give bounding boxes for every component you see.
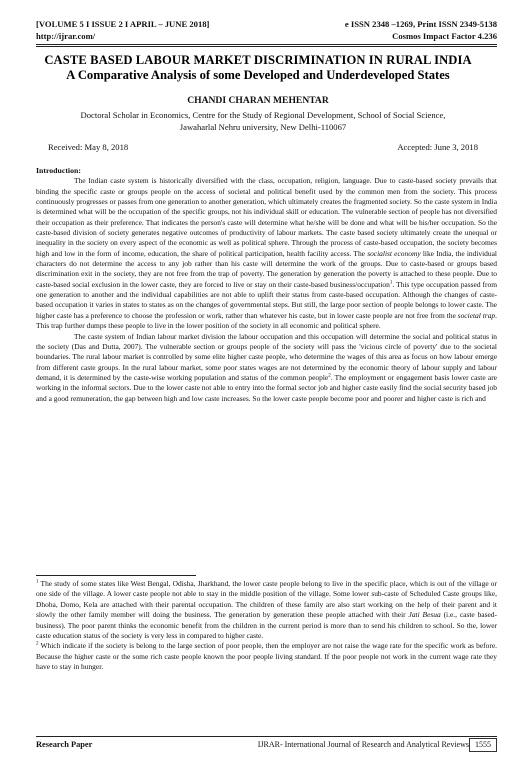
journal-url: http://ijrar.com/ xyxy=(36,31,96,41)
article-body xyxy=(36,166,497,404)
issn-line: e ISSN 2348 –1269, Print ISSN 2349-5138 xyxy=(344,19,497,29)
footnote-ref-1[interactable]: 1 xyxy=(389,280,393,286)
page-number: 1555 xyxy=(469,738,497,752)
footnote-number: 1 xyxy=(36,579,39,585)
footnote-number: 2 xyxy=(36,641,39,647)
emphasis-text: societal trap xyxy=(457,310,496,320)
emphasis-text: socialist economy xyxy=(367,248,421,258)
author-affiliation xyxy=(40,109,486,133)
paragraph-text: like India, the individual characters do not determine the access to any job rather than his caste will determine the work of the groups. Due to caste-based or groups based discrimination exit in the society, they are not free from the trap of poverty. The generation by generation the poverty is attached to these people. Due to caste-based social exclusion in the lower caste, they are forced to live or stay on their caste-based business/occupation xyxy=(36,248,497,289)
footer-rule xyxy=(36,736,497,737)
journal-header-right xyxy=(345,18,497,42)
footnotes xyxy=(36,579,497,673)
affiliation-line-1: Doctoral Scholar in Economics, Centre for the Study of Regional Development, School of Social Science, xyxy=(80,110,446,120)
author-name: CHANDI CHARAN MEHENTAR xyxy=(187,95,329,106)
paper-title: CASTE BASED LABOUR MARKET DISCRIMINATION IN RURAL INDIA xyxy=(44,53,472,67)
paragraph-text: . This trap further dumps these people to live in the lower position of the society in all economic and political sphere. xyxy=(36,310,497,331)
paragraph-1 xyxy=(36,176,497,331)
footnote-text: Which indicate if the society is belong to the large section of poor people, then the employer are not raise the wage rate for the specific work as before. Because the higher caste or the some rich caste people known the poor people living standard. If the poor people not work in the current wage rate they have to stay in hunger. xyxy=(36,641,497,672)
footnote-2 xyxy=(36,641,497,672)
footnote-ref-2[interactable]: 2 xyxy=(328,373,331,379)
emphasis-text: Jati Besua xyxy=(408,610,441,620)
received-date: Received: May 8, 2018 xyxy=(48,142,129,152)
affiliation-line-2: Jawaharlal Nehru university, New Delhi-110067 xyxy=(179,122,347,132)
paper-subtitle: A Comparative Analysis of some Developed and Underdeveloped States xyxy=(66,68,450,82)
section-heading: Introduction: xyxy=(36,166,81,175)
journal-name: IJRAR- International Journal of Research and Analytical Reviews xyxy=(257,740,469,749)
paragraph-text: . The employment or engagement basis lower caste are working in the informal sectors. Due to the lower caste not able to entry into the formal sector job and higher caste easily find the social security based job and a good remuneration, the gap between high and low caste increases. So the lower caste people become poor and poorer and higher caste is rich and xyxy=(36,372,497,403)
footnote-1 xyxy=(36,579,497,641)
paragraph-text: The Indian caste system is historically diversified with the class, occupation, religion, language. Due to caste-based society prevails that binding the specific caste or groups people on the access of societal and political benefit used by the common men from the society. This process continuously progresses or passes from one generation to another generation, which ultimately creates the fragmented society. So the caste system in India is determined what will be the occupation of the specific groups, not his individual skill or education. The vulnerable section of people has not diversified their occupation as their preference. That indicates the person's caste will determine what he/she will be done and what will be his/her occupation. So the caste-based division of society generates negative outcomes of productivity of labour markets. The caste based society ultimately create the unequal or inequality in the society on every aspect of the economic as well as political sphere. Through the process of caste-based occupation, the society becomes high and low in the form of income, education, the share of political participation, health facility access. The xyxy=(36,176,497,258)
paragraph-2 xyxy=(36,332,497,404)
header-rule-top xyxy=(36,44,497,45)
footnote-text: The study of some states like West Bengal, Odisha, Jharkhand, the lower caste people belong to live in the specific place, which is out of the village or one side of the village. A lower caste people not able to stay in the middle position of the village. Some lower sub-caste of Scheduled Caste groups like, Dhoba, Domo, Kela are attached with their parental occupation. The children of these family are also start working on the help of their parent and it slowly the other family member will doing the business. The generation by generation these people attached with their xyxy=(36,579,497,620)
footnote-separator xyxy=(36,575,196,576)
impact-factor: Cosmos Impact Factor 4.236 xyxy=(392,31,497,41)
page-footer xyxy=(36,739,497,751)
paragraph-text: The caste system of Indian labour market division the labour occupation and this occupation will determine the social and political status in the society (Das and Dutta, 2007). The vulnerable section or groups people of the society will pass the 'vicious circle of poverty' due to the societal boundaries. The rural labour market is controlled by some elite higher caste people, who determine the wages of this area as focus on how labour emerge from different caste groups. In the rural labour market, some poor states wages are not determined by the economic theory of labour supply and labour demand, it is determined by the caste-wise working population and status of the common people xyxy=(36,331,497,382)
footnote-text: (i.e., caste based-business). The poor parent thinks the economic benefit from the children in the current period is more than to send his children to school. So the, lower caste education status of the society is very less in compared to higher caste. xyxy=(36,610,497,641)
header-rule-bottom xyxy=(36,46,497,47)
paper-type-label: Research Paper xyxy=(36,740,93,749)
volume-issue: [VOLUME 5 I ISSUE 2 I APRIL – JUNE 2018] xyxy=(36,19,210,29)
paragraph-text: . This type occupation passed from one generation to another and the individual capabilities are not able to uplift their status from caste-based occupation. Although the changes of caste-based occupation it varies in states to states as on the changes of governmental steps. But still, the large poor section of people belongs to lower caste. The higher caste has a preference to choose the profession or work, rather than whatever his caste, but in lower caste people are not free from the xyxy=(36,279,497,320)
journal-header-left xyxy=(36,18,209,42)
accepted-date: Accepted: June 3, 2018 xyxy=(397,142,478,152)
